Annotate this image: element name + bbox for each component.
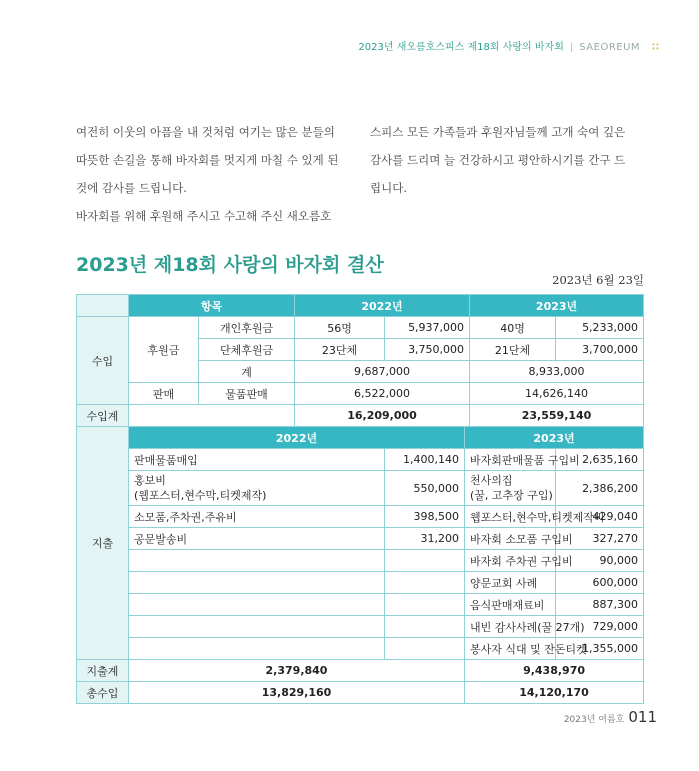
expense-value-2022: 550,000 <box>385 471 465 506</box>
expense-value-2023: 429,040 <box>556 506 644 528</box>
header-divider: | <box>569 42 574 53</box>
income-total-label: 수입계 <box>77 405 129 427</box>
expense-value-2023: 327,270 <box>556 528 644 550</box>
income-total-2022: 16,209,000 <box>295 405 470 427</box>
income-label: 수입 <box>77 317 129 405</box>
expense-value-2022 <box>385 616 465 638</box>
expense-item-2023: 봉사자 식대 및 잔돈티켓 <box>465 638 556 660</box>
intro-paragraph-right <box>370 118 646 202</box>
expense-value-2022 <box>385 572 465 594</box>
expense-item-2022: 소모품,주차권,주유비 <box>129 506 385 528</box>
value-2022: 5,937,000 <box>385 317 470 339</box>
expense-item-2022 <box>129 550 385 572</box>
paragraph-line: 따뜻한 손길을 통해 바자회를 멋지게 마칠 수 있게 된 <box>76 153 339 167</box>
expense-item-2023 <box>465 471 556 506</box>
sales-2023: 14,626,140 <box>470 383 644 405</box>
expense-item-2022 <box>129 638 385 660</box>
expense-label: 지출 <box>77 427 129 660</box>
expense-value-2023: 729,000 <box>556 616 644 638</box>
expense-value-2023: 600,000 <box>556 572 644 594</box>
expense-item-2022: 공문발송비 <box>129 528 385 550</box>
donation-label: 후원금 <box>129 317 199 383</box>
paragraph-line: 스피스 모든 가족들과 후원자님들께 고개 숙여 깊은 <box>370 125 626 139</box>
expense-item-2022: 판매물품매입 <box>129 449 385 471</box>
expense-total-label: 지출계 <box>77 660 129 682</box>
report-date: 2023년 6월 23일 <box>552 273 644 287</box>
paragraph-line: 것에 감사를 드립니다. <box>76 181 187 195</box>
expense-value-2023: 90,000 <box>556 550 644 572</box>
expense-value-2022 <box>385 638 465 660</box>
expense-header-row <box>77 427 644 449</box>
page-footer <box>564 708 657 726</box>
page-header <box>358 38 659 53</box>
expense-value-2022 <box>385 594 465 616</box>
page-number: 011 <box>628 708 657 726</box>
row-name: 개인후원금 <box>199 317 295 339</box>
expense-value-2022: 31,200 <box>385 528 465 550</box>
table-row <box>77 317 644 339</box>
expense-item-2023: 바자회판매물품 구입비 <box>465 449 556 471</box>
header-brand: SAEOREUM <box>579 42 641 53</box>
paragraph-line: 립니다. <box>370 181 407 195</box>
subtotal-2023: 8,933,000 <box>470 361 644 383</box>
table-row <box>77 471 644 506</box>
expense-item-2022 <box>129 616 385 638</box>
paragraph-line: 바자회를 위해 후원해 주시고 수고해 주신 새오름호 <box>76 209 332 223</box>
table-row <box>77 550 644 572</box>
expense-item-line: (꿀, 고추장 구입) <box>470 489 553 502</box>
value-2022: 3,750,000 <box>385 339 470 361</box>
count-2022: 56명 <box>295 317 385 339</box>
count-2023: 21단체 <box>470 339 556 361</box>
table-row <box>77 572 644 594</box>
header-item: 항목 <box>129 295 295 317</box>
table-row <box>77 660 644 682</box>
paragraph-line: 감사를 드리며 늘 건강하시고 평안하시기를 간구 드 <box>370 153 626 167</box>
header-2023: 2023년 <box>470 295 644 317</box>
expense-item-2023: 양문교회 사례 <box>465 572 556 594</box>
dots-icon: ∷ <box>652 42 659 53</box>
table-row <box>77 405 644 427</box>
table-row <box>77 594 644 616</box>
expense-value-2023: 2,635,160 <box>556 449 644 471</box>
net-label: 총수입 <box>77 682 129 704</box>
expense-total-2022: 2,379,840 <box>129 660 465 682</box>
table-row <box>77 616 644 638</box>
table-row <box>77 506 644 528</box>
expense-item-2023: 웹포스터,현수막,티켓제작비 <box>465 506 556 528</box>
expense-value-2022: 398,500 <box>385 506 465 528</box>
settlement-table <box>76 294 644 704</box>
value-2023: 5,233,000 <box>556 317 644 339</box>
header-corner <box>77 295 129 317</box>
expense-item-2022 <box>129 471 385 506</box>
expense-item-2023: 내빈 감사사례(꿀 27개) <box>465 616 556 638</box>
paragraph-line: 여전히 이웃의 아픔을 내 것처럼 여기는 많은 분들의 <box>76 125 335 139</box>
expense-item-line: (웹포스터,현수막,티켓제작) <box>134 489 267 502</box>
subtotal-label: 계 <box>199 361 295 383</box>
expense-header-2023: 2023년 <box>465 427 644 449</box>
table-row <box>77 528 644 550</box>
count-2023: 40명 <box>470 317 556 339</box>
expense-value-2022 <box>385 550 465 572</box>
income-total-2023: 23,559,140 <box>470 405 644 427</box>
table-row <box>77 638 644 660</box>
expense-value-2022: 1,400,140 <box>385 449 465 471</box>
expense-header-2022: 2022년 <box>129 427 465 449</box>
expense-item-line: 천사의집 <box>470 474 513 487</box>
expense-item-line: 홍보비 <box>134 474 166 487</box>
expense-item-2023: 바자회 소모품 구입비 <box>465 528 556 550</box>
net-2023: 14,120,170 <box>465 682 644 704</box>
row-name: 단체후원금 <box>199 339 295 361</box>
table-row <box>77 449 644 471</box>
expense-value-2023: 2,386,200 <box>556 471 644 506</box>
expense-total-2023: 9,438,970 <box>465 660 644 682</box>
expense-value-2023: 887,300 <box>556 594 644 616</box>
expense-item-2023: 바자회 주차권 구입비 <box>465 550 556 572</box>
subtotal-2022: 9,687,000 <box>295 361 470 383</box>
intro-paragraph-left <box>76 118 354 230</box>
table-header-row <box>77 295 644 317</box>
sales-2022: 6,522,000 <box>295 383 470 405</box>
sales-name: 물품판매 <box>199 383 295 405</box>
net-2022: 13,829,160 <box>129 682 465 704</box>
header-2022: 2022년 <box>295 295 470 317</box>
value-2023: 3,700,000 <box>556 339 644 361</box>
expense-value-2023: 1,355,000 <box>556 638 644 660</box>
sales-label: 판매 <box>129 383 199 405</box>
footer-issue: 2023년 여름호 <box>563 715 625 725</box>
expense-item-2022 <box>129 572 385 594</box>
income-total-blank <box>129 405 295 427</box>
header-title: 2023년 새오름호스피스 제18회 사랑의 바자회 <box>358 42 564 53</box>
table-row <box>77 383 644 405</box>
count-2022: 23단체 <box>295 339 385 361</box>
section-title: 2023년 제18회 사랑의 바자회 결산 <box>76 254 384 276</box>
expense-item-2022 <box>129 594 385 616</box>
table-row <box>77 682 644 704</box>
expense-item-2023: 음식판매재료비 <box>465 594 556 616</box>
